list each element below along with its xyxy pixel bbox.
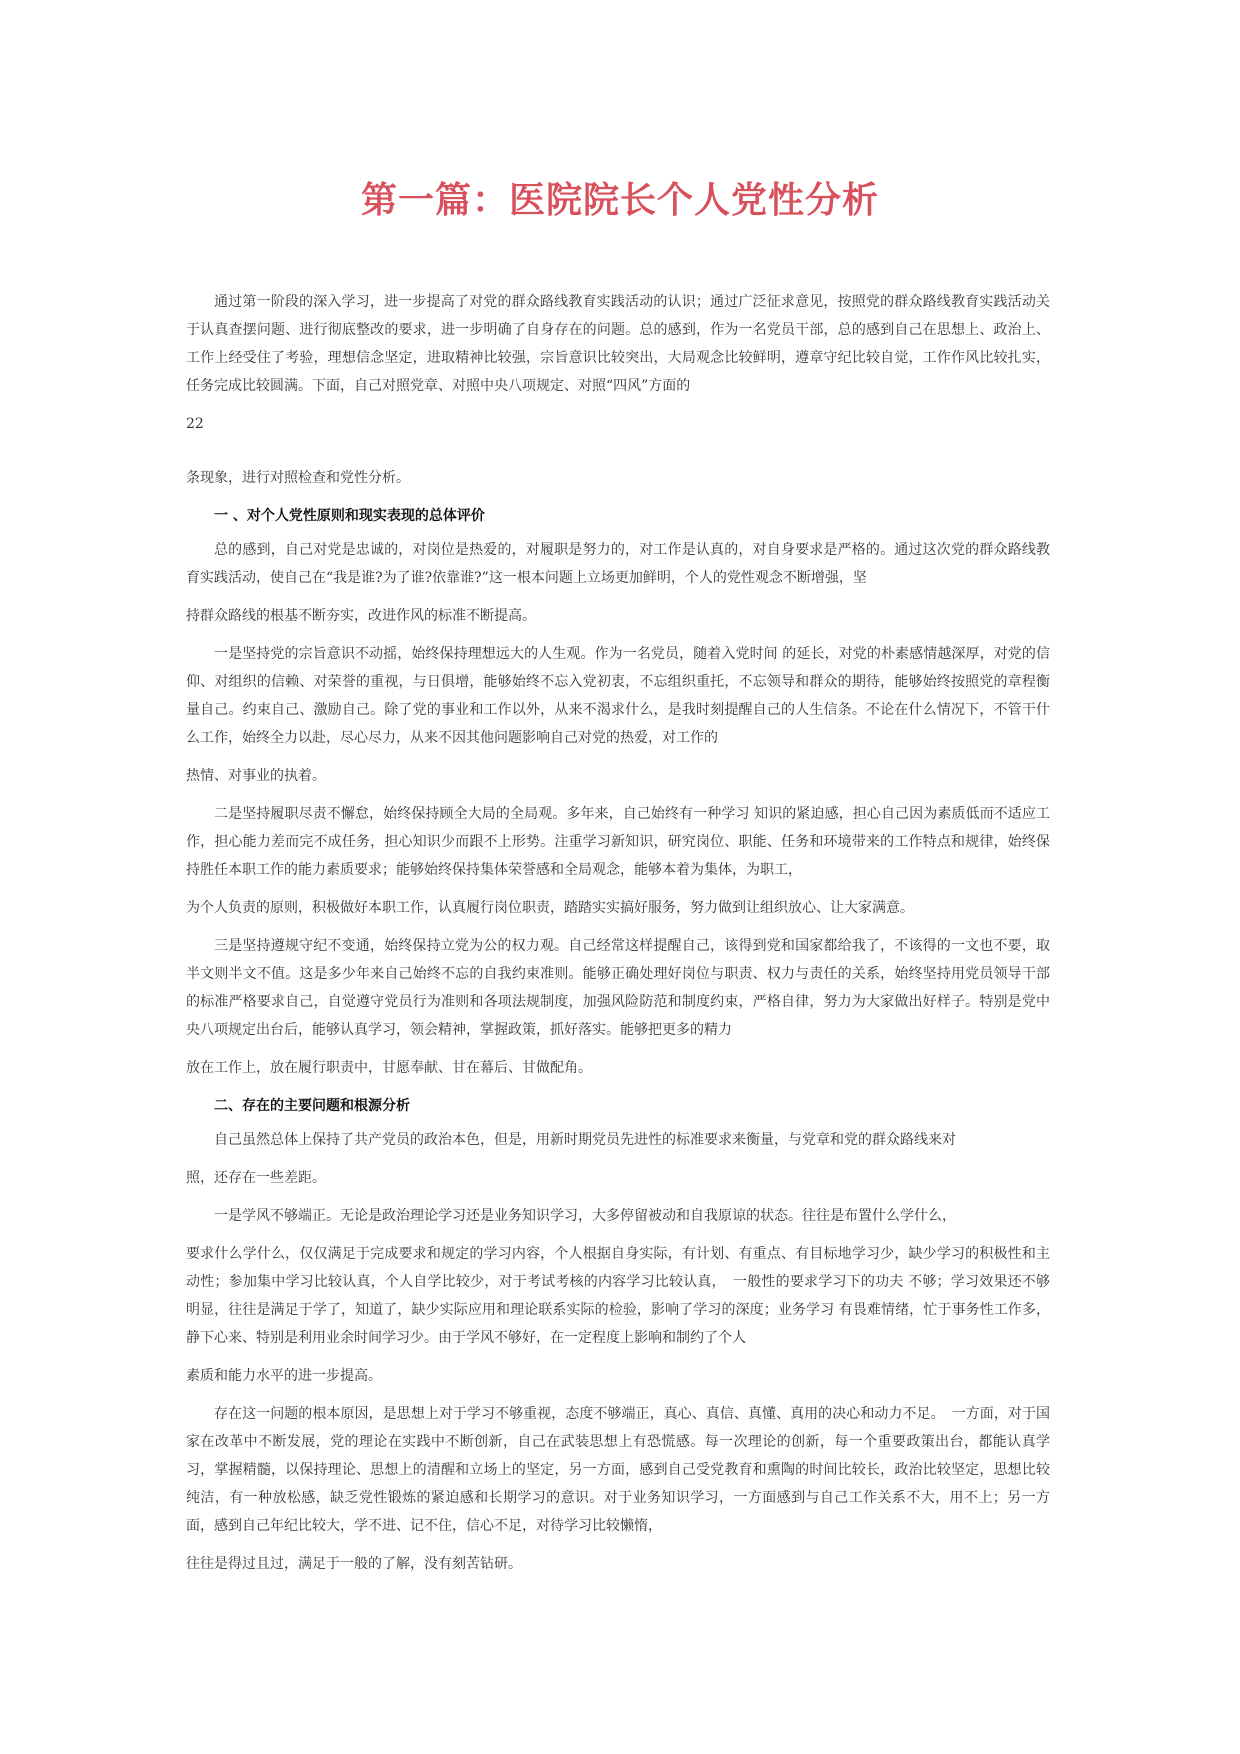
- paragraph-continuation: 要求什么学什么，仅仅满足于完成要求和规定的学习内容，个人根据自身实际，有计划、有重点、有目标地学习少，缺少学习的积极性和主动性；参加集中学习比较认真，个人自学比较少，对于考试考核的内容学习比较认真， 一般性的要求学习下的功夫 不够；学习效果还不够明显，往往是满足于学了，知道了，缺少实际应用和理论联系实际的检验，影响了学习的深度；业务学习 有畏难情绪，忙于事务性工作多，静下心来、特别是利用业余时间学习少。由于学风不够好，在一定程度上影响和制约了个人: [186, 1246, 1050, 1346]
- paragraph-problem-1: 一是学风不够端正。无论是政治理论学习还是业务知识学习，大多停留被动和自我原谅的状态。往往是布置什么学什么，: [214, 1208, 956, 1224]
- spacer: [186, 448, 1050, 464]
- document-title: 第一篇：医院院长个人党性分析: [360, 180, 879, 221]
- paragraph-continuation: 持群众路线的根基不断夯实，改进作风的标准不断提高。: [186, 608, 536, 624]
- paragraph-continuation: 条现象，进行对照检查和党性分析。: [186, 470, 410, 486]
- paragraph-continuation: 素质和能力水平的进一步提高。: [186, 1368, 382, 1384]
- paragraph-continuation: 照，还存在一些差距。: [186, 1170, 326, 1186]
- paragraph-point-2: 二是坚持履职尽责不懈怠，始终保持顾全大局的全局观。多年来，自己始终有一种学习 知识的紧迫感，担心自己因为素质低而不适应工作，担心能力差而完不成任务，担心知识少而跟不上形势。注重学习新知识，研究岗位、职能、任务和环境带来的工作特点和规律，始终保持胜任本职工作的能力素质要求；能够始终保持集体荣誉感和全局观念，能够本着为集体，为职工，: [186, 806, 1050, 878]
- paragraph-root-cause: 存在这一问题的根本原因，是思想上对于学习不够重视，态度不够端正，真心、真信、真懂、真用的决心和动力不足。 一方面，对于国家在改革中不断发展，党的理论在实践中不断创新，自己在武装思想上有恐慌感。每一次理论的创新，每一个重要政策出台，都能认真学习，掌握精髓，以保持理论、思想上的清醒和立场上的坚定，另一方面，感到自己受党教育和熏陶的时间比较长，政治比较坚定，思想比较纯洁，有一种放松感，缺乏党性锻炼的紧迫感和长期学习的意识。对于业务知识学习，一方面感到与自己工作关系不大，用不上；另一方面，感到自己年纪比较大，学不进、记不住，信心不足，对待学习比较懒惰，: [186, 1406, 1050, 1534]
- section-heading-1: 一 、对个人党性原则和现实表现的总体评价: [214, 508, 485, 524]
- paragraph-intro: 通过第一阶段的深入学习，进一步提高了对党的群众路线教育实践活动的认识；通过广泛征求意见，按照党的群众路线教育实践活动关于认真查摆问题、进行彻底整改的要求，进一步明确了自身存在的问题。总的感到，作为一名党员干部，总的感到自己在思想上、政治上、工作上经受住了考验，理想信念坚定，进取精神比较强，宗旨意识比较突出，大局观念比较鲜明，遵章守纪比较自觉，工作作风比较扎实，任务完成比较圆满。下面，自己对照党章、对照中央八项规定、对照“四风”方面的: [186, 294, 1050, 394]
- paragraph-point-1: 一是坚持党的宗旨意识不动摇，始终保持理想远大的人生观。作为一名党员，随着入党时间 的延长，对党的朴素感情越深厚，对党的信仰、对组织的信赖、对荣誉的重视，与日俱增，能够始终不忘入党初衷，不忘组织重托，不忘领导和群众的期待，能够始终按照党的章程衡量自己。约束自己、激励自己。除了党的事业和工作以外，从来不渴求什么，是我时刻提醒自己的人生信条。不论在什么情况下，不管干什么工作，始终全力以赴，尽心尽力，从来不因其他问题影响自己对党的热爱，对工作的: [186, 646, 1050, 746]
- paragraph-overall-evaluation: 总的感到，自己对党是忠诚的，对岗位是热爱的，对履职是努力的，对工作是认真的，对自身要求是严格的。通过这次党的群众路线教育实践活动，使自己在“我是谁?为了谁?依靠谁?”这一根本问题上立场更加鲜明，个人的党性观念不断增强，坚: [186, 542, 1050, 586]
- document-body: [186, 288, 1050, 1588]
- paragraph-continuation: 放在工作上，放在履行职责中，甘愿奉献、甘在幕后、甘做配角。: [186, 1060, 592, 1076]
- section-heading-2: 二、存在的主要问题和根源分析: [214, 1098, 410, 1114]
- paragraph-point-3: 三是坚持遵规守纪不变通，始终保持立党为公的权力观。自己经常这样提醒自己，该得到党和国家都给我了，不该得的一文也不要，取半文则半文不值。这是多少年来自己始终不忘的自我约束准则。能够正确处理好岗位与职责、权力与责任的关系，始终坚持用党员领导干部的标准严格要求自己，自觉遵守党员行为准则和各项法规制度，加强风险防范和制度约束，严格自律，努力为大家做出好样子。特别是党中央八项规定出台后，能够认真学习，领会精神，掌握政策，抓好落实。能够把更多的精力: [186, 938, 1050, 1038]
- paragraph-problems-intro: 自己虽然总体上保持了共产党员的政治本色，但是，用新时期党员先进性的标准要求来衡量，与党章和党的群众路线来对: [214, 1132, 956, 1148]
- paragraph-number: 22: [186, 416, 204, 432]
- paragraph-continuation: 往往是得过且过，满足于一般的了解，没有刻苦钻研。: [186, 1556, 522, 1572]
- paragraph-continuation: 为个人负责的原则，积极做好本职工作，认真履行岗位职责，踏踏实实搞好服务，努力做到让组织放心、让大家满意。: [186, 900, 914, 916]
- paragraph-continuation: 热情、对事业的执着。: [186, 768, 326, 784]
